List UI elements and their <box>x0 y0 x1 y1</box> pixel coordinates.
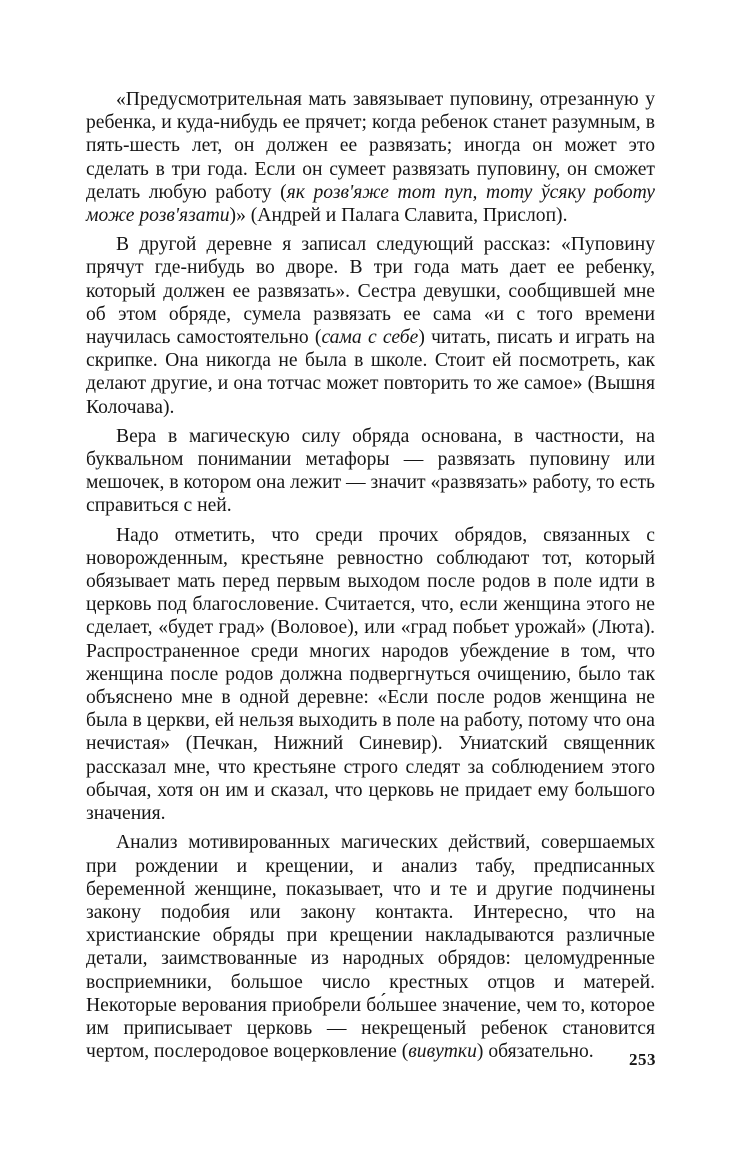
paragraph-5-dialect-term: вивутки <box>408 1041 477 1063</box>
paragraph-3 <box>86 425 655 518</box>
paragraph-4 <box>86 524 655 826</box>
page-body <box>86 88 655 1069</box>
paragraph-1-text-2: )» (Андрей и Палага Славита, Прислоп). <box>229 205 568 227</box>
paragraph-2-text-1: В другой деревне я записал следующий рассказ: «Пуповину прячут где-нибудь во дворе. В три года мать дает ее ребенку, который должен ее развязать». Сестра девушки, сообщившей мне об этом обряде, сумела развязать ее сама «и с того времени научилась самостоятельно ( <box>86 234 655 349</box>
paragraph-3-text-1: Вера в магическую силу обряда основана, в частности, на буквальном понимании метафоры — развязать пуповину или мешочек, в котором она лежит — значит «развязать» работу, то есть справиться с ней. <box>86 425 655 517</box>
paragraph-1-dialect-quote: як розв'яже тот пуп, тоту ўсяку роботу може розв'язати <box>86 181 656 227</box>
page-number: 253 <box>629 1050 656 1069</box>
paragraph-1-text-1: «Предусмотрительная мать завязывает пуповину, отрезанную у ребенка, и куда-нибудь ее прячет; когда ребенок станет разумным, в пять-шесть лет, он должен ее развязать; иногда он может это сделать в три года. Если он сумеет развязать пуповину, он сможет делать любую работу ( <box>86 89 655 203</box>
paragraph-2 <box>86 233 655 419</box>
paragraph-5-text-2: ) обязательно. <box>476 1041 594 1063</box>
paragraph-2-dialect-quote: сама с себе <box>321 327 419 349</box>
paragraph-5 <box>86 831 655 1063</box>
paragraph-5-text-1: Анализ мотивированных магических действий, совершаемых при рождении и крещении, и анализ табу, предписанных беременной женщине, показывает, что и те и другие подчинены закону подобия или закону контакта. Интересно, что на христианские обряды при крещении накладываются различные детали, заимствованные из народных обрядов: целомудренные восприемники, большое число крестных отцов и матерей. Некоторые верования приобрели бо́льшее значение, чем то, которое им приписывает церковь — некрещеный ребенок становится чертом, послеродовое воцерковление ( <box>86 832 655 1063</box>
paragraph-1 <box>86 88 655 227</box>
paragraph-2-text-2: ) читать, писать и играть на скрипке. Она никогда не была в школе. Стоит ей посмотреть, как делают другие, и она тотчас может повторить то же самое» (Вышня Колочава). <box>86 327 655 418</box>
paragraph-4-text-1: Надо отметить, что среди прочих обрядов, связанных с новорожденным, крестьяне ревностно соблюдают тот, который обязывает мать перед первым выходом после родов в поле идти в церковь под благословение. Считается, что, если женщина этого не сделает, «будет град» (Воловое), или «град побьет урожай» (Люта). Распространенное среди многих народов убеждение в том, что женщина после родов должна подвергнуться очищению, было так объяснено мне в одной деревне: «Если после родов женщина не была в церкви, ей нельзя выходить в поле на работу, потому что она нечистая» (Печкан, Нижний Синевир). Униатский священник рассказал мне, что крестьяне строго следят за соблюдением этого обычая, хотя он им и сказал, что церковь не придает ему большого значения. <box>86 524 655 825</box>
